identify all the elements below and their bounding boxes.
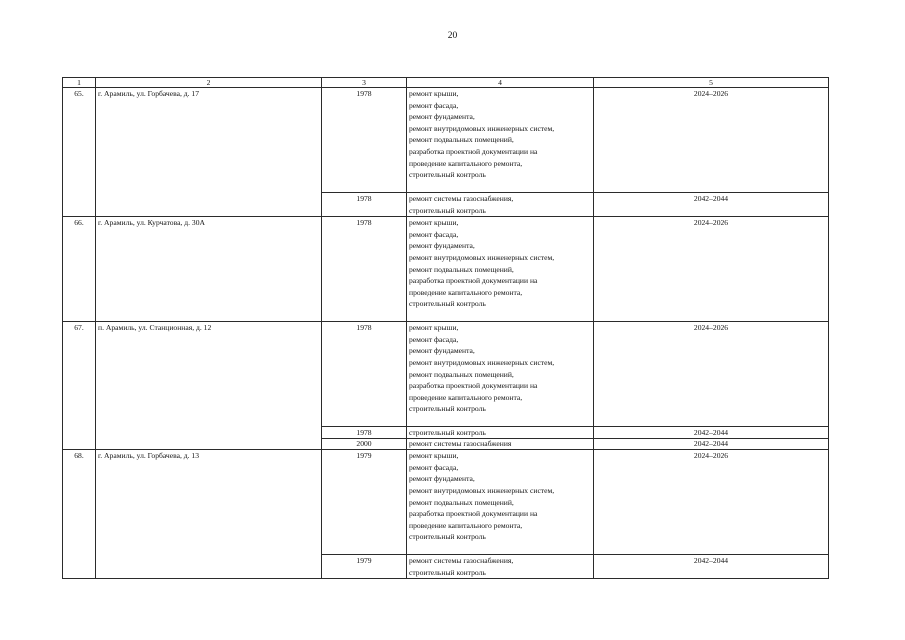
work-item: ремонт внутридомовых инженерных систем, xyxy=(409,485,555,495)
work-item: ремонт внутридомовых инженерных систем, xyxy=(409,123,555,133)
address-cell: г. Арамиль, ул. Горбачева, д. 17 xyxy=(96,88,322,217)
year-cell: 1978 xyxy=(322,88,407,193)
column-header: 1 xyxy=(63,78,96,88)
column-header: 3 xyxy=(322,78,407,88)
work-item: проведение капитального ремонта, xyxy=(409,287,523,297)
work-item: ремонт системы газоснабжения, xyxy=(409,556,514,566)
work-item: строительный контроль xyxy=(409,404,486,414)
works-cell xyxy=(407,193,594,217)
year-cell: 1978 xyxy=(322,193,407,217)
work-item: строительный контроль xyxy=(409,205,486,215)
works-cell xyxy=(407,439,594,450)
table-row xyxy=(63,450,829,555)
row-number: 68. xyxy=(63,450,96,579)
work-item: строительный контроль xyxy=(409,299,486,309)
works-cell xyxy=(407,88,594,193)
works-cell xyxy=(407,450,594,555)
work-item: ремонт крыши, xyxy=(409,89,459,98)
work-item: ремонт внутридомовых инженерных систем, xyxy=(409,252,555,262)
work-item: разработка проектной документации на xyxy=(409,381,538,391)
works-cell xyxy=(407,322,594,427)
work-item: проведение капитального ремонта, xyxy=(409,158,523,168)
period-cell: 2024–2026 xyxy=(594,88,829,193)
period-cell: 2042–2044 xyxy=(594,427,829,439)
work-item: ремонт крыши, xyxy=(409,323,459,333)
year-cell: 1978 xyxy=(322,322,407,427)
table-row xyxy=(63,88,829,193)
table-row xyxy=(63,217,829,322)
work-item: ремонт крыши, xyxy=(409,451,459,461)
work-item: ремонт подвальных помещений, xyxy=(409,369,514,379)
row-number: 66. xyxy=(63,217,96,322)
year-cell: 1979 xyxy=(322,450,407,555)
period-cell: 2024–2026 xyxy=(594,217,829,322)
period-cell: 2024–2026 xyxy=(594,322,829,427)
work-item: разработка проектной документации на xyxy=(409,146,538,156)
period-cell: 2024–2026 xyxy=(594,450,829,555)
address-cell: г. Арамиль, ул. Курчатова, д. 30А xyxy=(96,217,322,322)
address-cell: п. Арамиль, ул. Станционная, д. 12 xyxy=(96,322,322,450)
work-item: разработка проектной документации на xyxy=(409,509,538,519)
work-item: ремонт фундамента, xyxy=(409,346,475,356)
work-item: ремонт фасада, xyxy=(409,334,459,344)
row-number: 65. xyxy=(63,88,96,217)
work-item: ремонт фундамента, xyxy=(409,474,475,484)
column-header: 5 xyxy=(594,78,829,88)
work-item: ремонт подвальных помещений, xyxy=(409,135,514,145)
year-cell: 2000 xyxy=(322,439,407,450)
works-cell xyxy=(407,555,594,579)
period-cell: 2042–2044 xyxy=(594,193,829,217)
work-item: ремонт крыши, xyxy=(409,218,459,228)
work-item: проведение капитального ремонта, xyxy=(409,392,523,402)
work-item: строительный контроль xyxy=(409,567,486,577)
work-item: ремонт подвальных помещений, xyxy=(409,264,514,274)
year-cell: 1978 xyxy=(322,427,407,439)
address-cell: г. Арамиль, ул. Горбачева, д. 13 xyxy=(96,450,322,579)
row-number: 67. xyxy=(63,322,96,450)
work-item: строительный контроль xyxy=(409,170,486,180)
table-header-row xyxy=(63,78,829,88)
work-item: проведение капитального ремонта, xyxy=(409,520,523,530)
work-item: ремонт системы газоснабжения xyxy=(409,439,512,449)
year-cell: 1979 xyxy=(322,555,407,579)
work-item: ремонт фасада, xyxy=(409,229,459,239)
work-item: ремонт фасада, xyxy=(409,462,459,472)
repair-schedule-table xyxy=(62,77,829,579)
column-header: 2 xyxy=(96,78,322,88)
year-cell: 1978 xyxy=(322,217,407,322)
page-number: 20 xyxy=(447,31,458,41)
work-item: строительный контроль xyxy=(409,428,486,438)
work-item: ремонт системы газоснабжения, xyxy=(409,194,514,203)
work-item: ремонт фасада, xyxy=(409,100,459,110)
period-cell: 2042–2044 xyxy=(594,555,829,579)
work-item: ремонт подвальных помещений, xyxy=(409,497,514,507)
table-row xyxy=(63,322,829,427)
works-cell xyxy=(407,217,594,322)
period-cell: 2042–2044 xyxy=(594,439,829,450)
column-header: 4 xyxy=(407,78,594,88)
works-cell xyxy=(407,427,594,439)
work-item: разработка проектной документации на xyxy=(409,276,538,286)
work-item: строительный контроль xyxy=(409,532,486,542)
work-item: ремонт фундамента, xyxy=(409,112,475,122)
work-item: ремонт фундамента, xyxy=(409,241,475,251)
work-item: ремонт внутридомовых инженерных систем, xyxy=(409,357,555,367)
